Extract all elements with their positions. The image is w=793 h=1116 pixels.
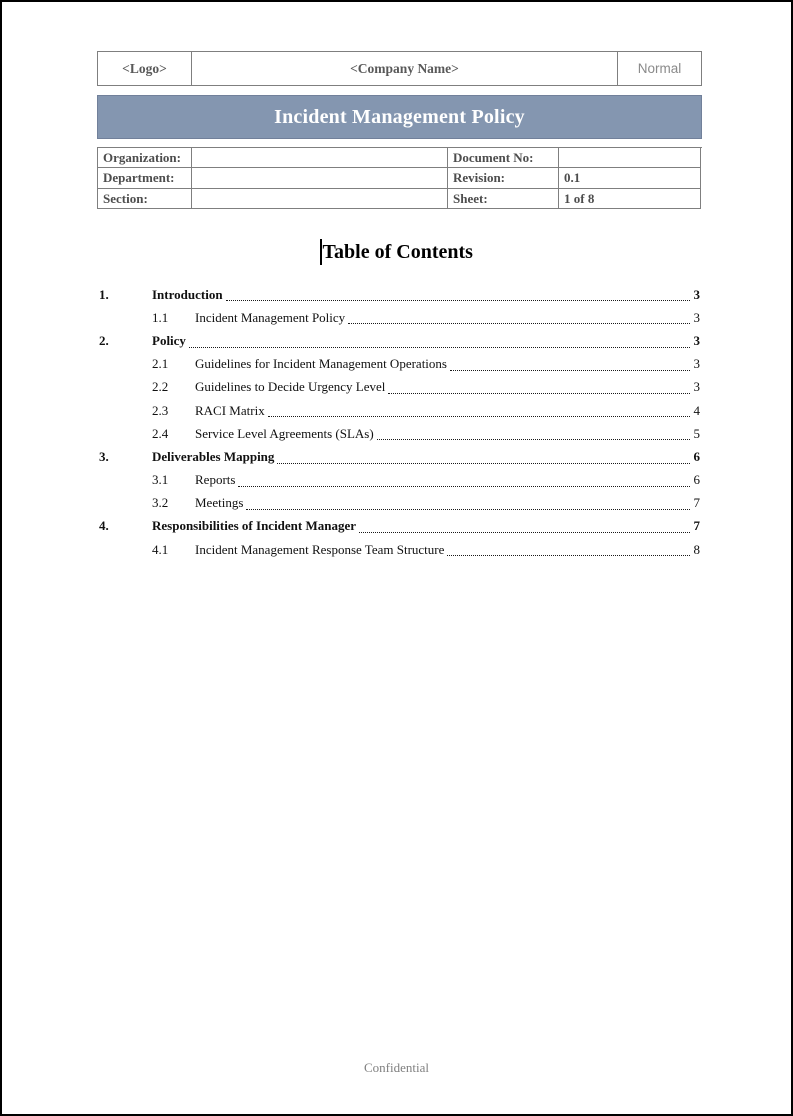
document-title: Incident Management Policy [274,105,525,128]
organization-label: Organization: [98,148,192,168]
toc-entry-number: 2.2 [152,379,169,395]
toc-entry-number: 2.4 [152,425,169,441]
text-cursor [320,239,322,265]
toc-entry-title: Reports [195,472,236,488]
sheet-label: Sheet: [448,189,559,209]
toc-entry-title: Incident Management Response Team Structure [195,541,445,557]
toc-dot-leader [377,439,690,440]
toc-entry-number: 1.1 [152,309,169,325]
toc-entry-number: 2.1 [152,356,169,372]
toc-entry-page: 4 [693,402,700,418]
document-header-table [97,51,702,86]
toc-entry-4[interactable] [99,515,700,538]
toc-dot-leader [277,463,690,464]
toc-entry-title: RACI Matrix [195,402,265,418]
toc-dot-leader [348,323,690,324]
toc-entry-number: 3.1 [152,472,169,488]
document-no-label: Document No: [448,148,559,168]
toc-entry-page: 3 [693,332,700,348]
toc-dot-leader [359,532,690,533]
toc-entry-page: 3 [693,379,700,395]
department-label: Department: [98,168,192,188]
logo-placeholder: <Logo> [97,51,192,86]
toc-entry-title: Introduction [152,286,223,302]
toc-entry-page: 8 [693,541,700,557]
toc-entry-title: Guidelines for Incident Management Operations [195,356,447,372]
toc-entry-page: 6 [693,472,700,488]
toc-entry-number: 4.1 [152,541,169,557]
toc-entry-2-3[interactable] [99,399,700,422]
organization-field[interactable] [192,148,448,168]
document-title-banner [97,95,702,139]
toc-entry-1[interactable] [99,283,700,306]
toc-entry-number: 2.3 [152,402,169,418]
toc-entry-title: Incident Management Policy [195,309,346,325]
toc-dot-leader [447,555,690,556]
table-of-contents [99,283,700,561]
toc-entry-page: 7 [693,495,700,511]
toc-entry-number: 3.2 [152,495,169,511]
document-no-field[interactable] [559,148,701,168]
toc-entry-number: 3. [99,448,109,464]
toc-entry-page: 3 [693,309,700,325]
toc-entry-number: 2. [99,332,109,348]
footer-confidential-label: Confidential [364,1060,429,1075]
toc-dot-leader [268,416,690,417]
toc-entry-4-1[interactable] [99,538,700,561]
toc-entry-title: Meetings [195,495,244,511]
toc-entry-title: Guidelines to Decide Urgency Level [195,379,386,395]
toc-entry-2-2[interactable] [99,376,700,399]
toc-dot-leader [226,300,690,301]
toc-entry-page: 3 [693,286,700,302]
toc-entry-title: Responsibilities of Incident Manager [152,518,357,534]
toc-dot-leader [450,370,690,371]
toc-entry-2[interactable] [99,329,700,352]
toc-entry-3-1[interactable] [99,469,700,492]
toc-dot-leader [238,486,690,487]
toc-entry-page: 3 [693,356,700,372]
toc-entry-page: 6 [693,448,700,464]
toc-entry-title: Service Level Agreements (SLAs) [195,425,374,441]
toc-entry-2-1[interactable] [99,353,700,376]
toc-dot-leader [388,393,690,394]
toc-entry-1-1[interactable] [99,306,700,329]
document-info-table [97,147,702,209]
toc-entry-3[interactable] [99,445,700,468]
toc-entry-page: 5 [693,425,700,441]
toc-dot-leader [246,509,690,510]
toc-heading: Table of Contents [322,241,473,263]
revision-field[interactable]: 0.1 [559,168,701,188]
classification-normal-label: Normal [618,51,702,86]
toc-entry-title: Policy [152,332,186,348]
company-name-placeholder: <Company Name> [192,51,618,86]
toc-entry-2-4[interactable] [99,422,700,445]
section-field[interactable] [192,189,448,209]
toc-entry-page: 7 [693,518,700,534]
toc-entry-title: Deliverables Mapping [152,448,275,464]
toc-entry-number: 4. [99,518,109,534]
toc-entry-3-2[interactable] [99,492,700,515]
department-field[interactable] [192,168,448,188]
sheet-field[interactable]: 1 of 8 [559,189,701,209]
revision-label: Revision: [448,168,559,188]
toc-dot-leader [189,347,690,348]
toc-entry-number: 1. [99,286,109,302]
section-label: Section: [98,189,192,209]
toc-heading-row [2,241,791,267]
